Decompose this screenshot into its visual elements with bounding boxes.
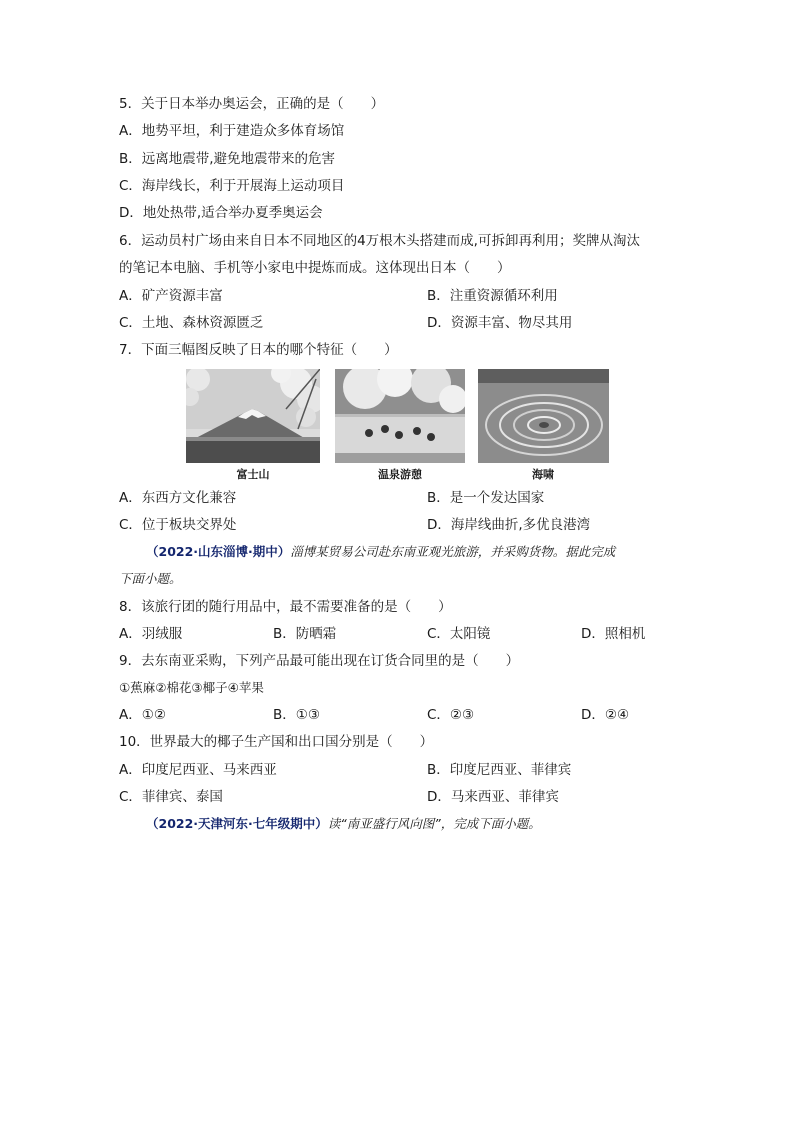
q7-option-b: B．是一个发达国家	[427, 490, 545, 506]
q10-option-a: A．印度尼西亚、马来西亚	[119, 762, 277, 778]
tsunami-image	[478, 369, 609, 463]
q7-option-a: A．东西方文化兼容	[119, 490, 237, 506]
fuji-caption: 富士山	[236, 468, 270, 481]
group1-intro-line1	[146, 543, 615, 561]
q6-stem-line2: 的笔记本电脑、手机等小家电中提炼而成。这体现出日本（ ）	[119, 260, 511, 276]
q6-option-b: B．注重资源循环利用	[427, 288, 558, 304]
group1-source: （2022·山东淄博·期中）	[146, 544, 291, 559]
q6-option-a: A．矿产资源丰富	[119, 288, 223, 304]
q5-option-b: B．远离地震带,避免地震带来的危害	[119, 151, 336, 167]
group2-text: 读“南亚盛行风向图”，完成下面小题。	[327, 816, 541, 831]
q7-option-d: D．海岸线曲折,多优良港湾	[427, 517, 591, 533]
q9-option-b: B．①③	[273, 707, 320, 723]
tsunami-caption: 海啸	[532, 468, 554, 481]
q8-option-d: D．照相机	[581, 626, 646, 642]
q9-stem: 9．去东南亚采购，下列产品最可能出现在订货合同里的是（ ）	[119, 653, 520, 669]
q6-option-c: C．土地、森林资源匮乏	[119, 315, 264, 331]
q9-option-a: A．①②	[119, 707, 166, 723]
q5-option-c: C．海岸线长，利于开展海上运动项目	[119, 178, 345, 194]
q5-option-d: D．地处热带,适合举办夏季奥运会	[119, 205, 323, 221]
group2-intro	[146, 815, 541, 833]
q5-stem: 5．关于日本举办奥运会，正确的是（ ）	[119, 96, 385, 112]
q8-option-a: A．羽绒服	[119, 626, 183, 642]
q10-option-d: D．马来西亚、菲律宾	[427, 789, 559, 805]
hot-spring-caption: 温泉游憩	[378, 468, 422, 481]
q8-option-b: B．防晒霜	[273, 626, 337, 642]
group1-text-line2: 下面小题。	[119, 571, 182, 586]
mount-fuji-image	[186, 369, 320, 463]
q5-option-a: A．地势平坦，利于建造众多体育场馆	[119, 123, 345, 139]
q9-option-d: D．②④	[581, 707, 630, 723]
q10-option-c: C．菲律宾、泰国	[119, 789, 223, 805]
group1-text-line1: 淄博某贸易公司赴东南亚观光旅游，并采购货物。据此完成	[290, 544, 616, 559]
q9-option-c: C．②③	[427, 707, 475, 723]
q8-stem: 8．该旅行团的随行用品中，最不需要准备的是（ ）	[119, 599, 452, 615]
group2-source: （2022·天津河东·七年级期中）	[146, 816, 328, 831]
q7-stem: 7．下面三幅图反映了日本的哪个特征（ ）	[119, 342, 398, 358]
q10-stem: 10．世界最大的椰子生产国和出口国分别是（ ）	[119, 734, 434, 750]
q6-stem-line1: 6．运动员村广场由来自日本不同地区的4万根木头搭建而成,可拆卸再利用；奖牌从淘汰	[119, 233, 640, 249]
hot-spring-image	[335, 369, 465, 463]
q10-option-b: B．印度尼西亚、菲律宾	[427, 762, 572, 778]
q9-items: ①蕉麻②棉花③椰子④苹果	[119, 680, 264, 695]
q6-option-d: D．资源丰富、物尽其用	[427, 315, 573, 331]
q8-option-c: C．太阳镜	[427, 626, 491, 642]
q7-option-c: C．位于板块交界处	[119, 517, 237, 533]
